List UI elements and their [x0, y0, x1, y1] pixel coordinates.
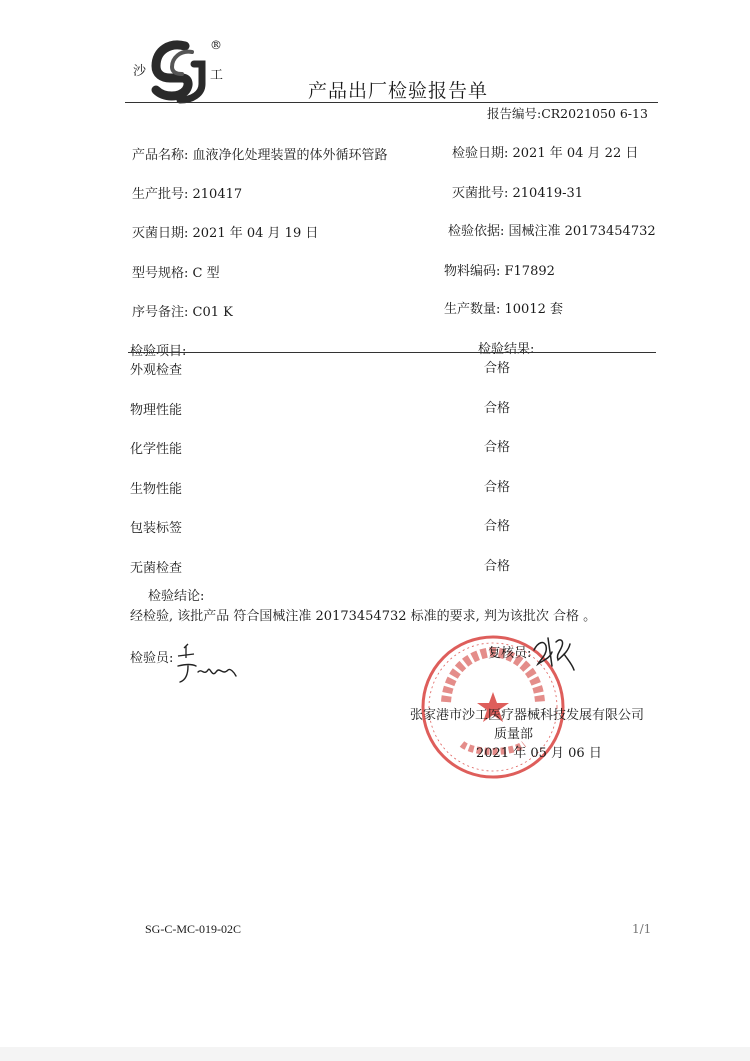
issuer-company: 张家港市沙工医疗器械科技发展有限公司 [410, 708, 645, 723]
inspection-results-header: 检验结果: [478, 342, 535, 357]
production-quantity: 生产数量: 10012 套 [444, 302, 563, 317]
serial-note: 序号备注: C01 K [132, 305, 233, 320]
inspection-date: 检验日期: 2021 年 04 月 22 日 [452, 146, 639, 161]
table-row-item: 生物性能 [130, 482, 183, 497]
inspector-label: 检验员: [130, 651, 174, 666]
table-header-rule [128, 352, 656, 353]
model-spec: 型号规格: C 型 [132, 266, 220, 281]
report-number: 报告编号:CR2021050 6-13 [487, 106, 648, 121]
sterile-date: 灭菌日期: 2021 年 04 月 19 日 [132, 226, 319, 241]
sterile-batch-number: 灭菌批号: 210419-31 [452, 186, 584, 201]
conclusion-text: 经检验, 该批产品 符合国械注准 20173454732 标准的要求, 判为该批次 合格 。 [130, 609, 597, 624]
product-name: 产品名称: 血液净化处理装置的体外循环管路 [132, 148, 388, 163]
reviewer-signature [530, 630, 578, 672]
table-row-item: 化学性能 [130, 442, 183, 457]
logo-mark [156, 45, 202, 100]
form-code: SG-C-MC-019-02C [145, 922, 242, 936]
issuer-date: 2021 年 05 月 06 日 [476, 746, 602, 761]
logo-left-char: 沙 [133, 64, 147, 79]
table-row-item: 无菌检查 [130, 561, 183, 576]
table-row-result: 合格 [484, 361, 511, 376]
conclusion-label: 检验结论: [148, 589, 205, 604]
document-title: 产品出厂检验报告单 [308, 80, 489, 102]
reviewer-label: 复核员: [488, 646, 532, 661]
material-code: 物料编码: F17892 [444, 264, 555, 279]
table-row-item: 外观检查 [130, 363, 183, 378]
issuer-department: 质量部 [494, 727, 534, 742]
table-row-result: 合格 [484, 559, 511, 574]
registered-mark: ® [210, 38, 222, 52]
table-row-result: 合格 [484, 480, 511, 495]
table-row-item: 包装标签 [130, 521, 183, 536]
table-row-result: 合格 [484, 401, 511, 416]
title-rule [125, 102, 658, 103]
table-row-item: 物理性能 [130, 403, 183, 418]
scan-edge [0, 1047, 750, 1061]
table-row-result: 合格 [484, 440, 511, 455]
table-row-result: 合格 [484, 519, 511, 534]
batch-number: 生产批号: 210417 [132, 187, 243, 202]
inspection-basis: 检验依据: 国械注准 20173454732 [448, 224, 656, 239]
page-number: 1/1 [632, 922, 652, 936]
inspection-items-header: 检验项目: [130, 344, 187, 359]
inspector-signature [172, 642, 242, 686]
logo-right-char: 工 [210, 68, 224, 83]
